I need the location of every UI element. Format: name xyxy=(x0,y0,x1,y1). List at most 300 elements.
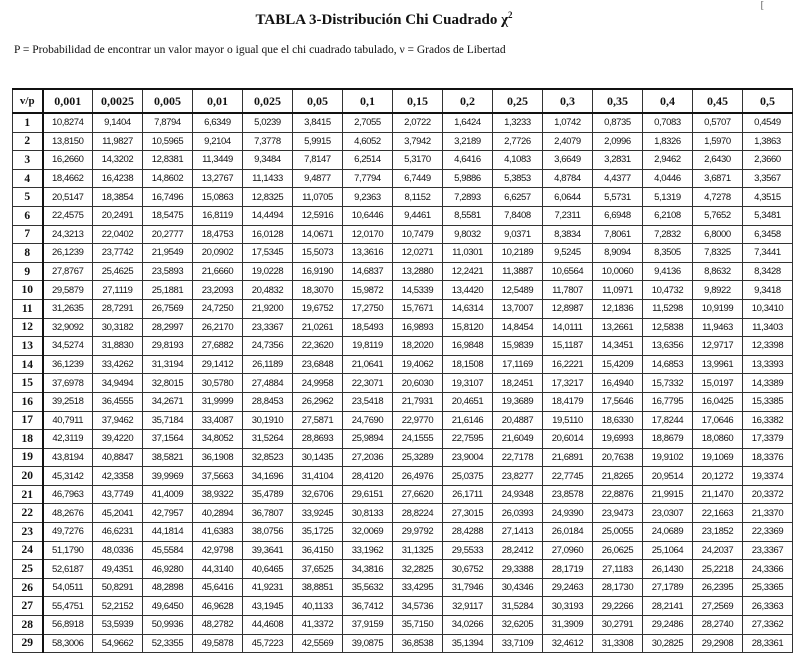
chi-value-cell: 4,6052 xyxy=(343,132,393,151)
column-header: 0,001 xyxy=(43,89,93,113)
chi-value-cell: 26,2395 xyxy=(693,578,743,597)
chi-value-cell: 24,1555 xyxy=(393,430,443,449)
chi-value-cell: 6,3458 xyxy=(743,225,793,244)
chi-value-cell: 22,7745 xyxy=(543,467,593,486)
chi-value-cell: 13,2661 xyxy=(593,318,643,337)
table-row xyxy=(13,225,793,244)
table-row xyxy=(13,523,793,542)
chi-value-cell: 35,7184 xyxy=(143,411,193,430)
chi-value-cell: 29,8193 xyxy=(143,337,193,356)
chi-value-cell: 28,8453 xyxy=(243,392,293,411)
table-row xyxy=(13,392,793,411)
chi-value-cell: 28,2740 xyxy=(693,616,743,635)
chi-value-cell: 21,7931 xyxy=(393,392,443,411)
chi-value-cell: 28,4120 xyxy=(343,467,393,486)
chi-value-cell: 2,7726 xyxy=(493,132,543,151)
chi-value-cell: 35,5632 xyxy=(343,578,393,597)
chi-value-cell: 52,3355 xyxy=(143,634,193,653)
chi-value-cell: 25,9894 xyxy=(343,430,393,449)
degrees-of-freedom-cell: 5 xyxy=(13,188,43,207)
chi-value-cell: 18,3376 xyxy=(743,448,793,467)
title-superscript: 2 xyxy=(508,10,513,20)
chi-value-cell: 28,2141 xyxy=(643,597,693,616)
chi-value-cell: 15,0863 xyxy=(193,188,243,207)
chi-value-cell: 11,1433 xyxy=(243,169,293,188)
chi-value-cell: 32,8523 xyxy=(243,448,293,467)
chi-value-cell: 0,8735 xyxy=(593,113,643,132)
chi-value-cell: 1,6424 xyxy=(443,113,493,132)
chi-value-cell: 10,3410 xyxy=(743,299,793,318)
chi-value-cell: 17,8244 xyxy=(643,411,693,430)
table-row xyxy=(13,355,793,374)
chi-value-cell: 36,7412 xyxy=(343,597,393,616)
chi-value-cell: 7,7794 xyxy=(343,169,393,188)
chi-value-cell: 15,8120 xyxy=(443,318,493,337)
chi-value-cell: 23,8578 xyxy=(543,485,593,504)
chi-value-cell: 17,3379 xyxy=(743,430,793,449)
chi-value-cell: 9,8922 xyxy=(693,281,743,300)
chi-value-cell: 40,7911 xyxy=(43,411,93,430)
degrees-of-freedom-cell: 13 xyxy=(13,337,43,356)
chi-value-cell: 6,6257 xyxy=(493,188,543,207)
chi-value-cell: 50,9936 xyxy=(143,616,193,635)
chi-value-cell: 33,9245 xyxy=(293,504,343,523)
chi-value-cell: 37,5663 xyxy=(193,467,243,486)
chi-value-cell: 10,2189 xyxy=(493,244,543,263)
chi-value-cell: 12,5838 xyxy=(643,318,693,337)
chi-value-cell: 22,9770 xyxy=(393,411,443,430)
chi-value-cell: 9,0371 xyxy=(493,225,543,244)
chi-value-cell: 39,0875 xyxy=(343,634,393,653)
chi-value-cell: 30,4346 xyxy=(493,578,543,597)
degrees-of-freedom-cell: 20 xyxy=(13,467,43,486)
chi-value-cell: 18,5475 xyxy=(143,206,193,225)
chi-value-cell: 12,0271 xyxy=(393,244,443,263)
chi-value-cell: 49,4351 xyxy=(93,560,143,579)
chi-value-cell: 48,2898 xyxy=(143,578,193,597)
chi-value-cell: 24,0689 xyxy=(643,523,693,542)
chi-value-cell: 21,0261 xyxy=(293,318,343,337)
chi-value-cell: 19,9102 xyxy=(643,448,693,467)
degrees-of-freedom-cell: 25 xyxy=(13,560,43,579)
chi-value-cell: 15,7671 xyxy=(393,299,443,318)
chi-value-cell: 30,1910 xyxy=(243,411,293,430)
chi-value-cell: 33,7109 xyxy=(493,634,543,653)
chi-value-cell: 18,2020 xyxy=(393,337,443,356)
chi-value-cell: 21,8265 xyxy=(593,467,643,486)
chi-value-cell: 12,3398 xyxy=(743,337,793,356)
chi-value-cell: 10,6564 xyxy=(543,262,593,281)
chi-value-cell: 4,7278 xyxy=(693,188,743,207)
chi-value-cell: 38,8851 xyxy=(293,578,343,597)
chi-value-cell: 23,8277 xyxy=(493,467,543,486)
table-row xyxy=(13,337,793,356)
chi-value-cell: 30,8133 xyxy=(343,504,393,523)
chi-value-cell: 21,6891 xyxy=(543,448,593,467)
table-row xyxy=(13,597,793,616)
chi-value-cell: 17,5345 xyxy=(243,244,293,263)
chi-value-cell: 9,8032 xyxy=(443,225,493,244)
chi-value-cell: 23,0307 xyxy=(643,504,693,523)
chi-value-cell: 6,8000 xyxy=(693,225,743,244)
degrees-of-freedom-cell: 16 xyxy=(13,392,43,411)
chi-value-cell: 10,7479 xyxy=(393,225,443,244)
table-row xyxy=(13,262,793,281)
chi-value-cell: 52,2152 xyxy=(93,597,143,616)
chi-value-cell: 19,0228 xyxy=(243,262,293,281)
chi-value-cell: 35,4789 xyxy=(243,485,293,504)
chi-value-cell: 12,2421 xyxy=(443,262,493,281)
chi-value-cell: 14,3202 xyxy=(93,151,143,170)
chi-value-cell: 9,2363 xyxy=(343,188,393,207)
chi-value-cell: 22,1663 xyxy=(693,504,743,523)
chi-value-cell: 32,6205 xyxy=(493,616,543,635)
chi-value-cell: 0,5707 xyxy=(693,113,743,132)
chi-value-cell: 4,4377 xyxy=(593,169,643,188)
degrees-of-freedom-cell: 29 xyxy=(13,634,43,653)
chi-value-cell: 15,9839 xyxy=(493,337,543,356)
chi-value-cell: 44,3140 xyxy=(193,560,243,579)
chi-value-cell: 20,5147 xyxy=(43,188,93,207)
chi-value-cell: 24,9348 xyxy=(493,485,543,504)
chi-value-cell: 26,1711 xyxy=(443,485,493,504)
chi-value-cell: 8,9094 xyxy=(593,244,643,263)
chi-value-cell: 12,0170 xyxy=(343,225,393,244)
page-title xyxy=(0,10,768,29)
chi-value-cell: 17,3217 xyxy=(543,374,593,393)
chi-value-cell: 9,1404 xyxy=(93,113,143,132)
chi-value-cell: 42,9798 xyxy=(193,541,243,560)
table-row xyxy=(13,132,793,151)
chi-value-cell: 14,8602 xyxy=(143,169,193,188)
chi-value-cell: 5,3170 xyxy=(393,151,443,170)
chi-value-cell: 27,1119 xyxy=(93,281,143,300)
chi-value-cell: 17,0646 xyxy=(693,411,743,430)
chi-value-cell: 13,4420 xyxy=(443,281,493,300)
chi-value-cell: 24,9390 xyxy=(543,504,593,523)
column-header: 0,0025 xyxy=(93,89,143,113)
chi-value-cell: 11,7807 xyxy=(543,281,593,300)
table-row xyxy=(13,151,793,170)
chi-value-cell: 23,3367 xyxy=(243,318,293,337)
chi-value-cell: 16,7795 xyxy=(643,392,693,411)
chi-value-cell: 3,2831 xyxy=(593,151,643,170)
chi-value-cell: 11,3449 xyxy=(193,151,243,170)
page-corner-mark: [ xyxy=(760,0,764,11)
table-row xyxy=(13,188,793,207)
chi-value-cell: 51,1790 xyxy=(43,541,93,560)
chi-value-cell: 49,5878 xyxy=(193,634,243,653)
chi-value-cell: 14,6314 xyxy=(443,299,493,318)
chi-value-cell: 7,2311 xyxy=(543,206,593,225)
chi-value-cell: 30,1435 xyxy=(293,448,343,467)
chi-value-cell: 41,6383 xyxy=(193,523,243,542)
degrees-of-freedom-cell: 12 xyxy=(13,318,43,337)
chi-value-cell: 31,5284 xyxy=(493,597,543,616)
chi-value-cell: 10,5965 xyxy=(143,132,193,151)
chi-value-cell: 24,3213 xyxy=(43,225,93,244)
chi-value-cell: 16,3382 xyxy=(743,411,793,430)
table-row xyxy=(13,281,793,300)
chi-value-cell: 31,3909 xyxy=(543,616,593,635)
chi-value-cell: 19,6993 xyxy=(593,430,643,449)
chi-value-cell: 31,3194 xyxy=(143,355,193,374)
chi-value-cell: 11,3403 xyxy=(743,318,793,337)
chi-value-cell: 25,3365 xyxy=(743,578,793,597)
chi-value-cell: 20,1272 xyxy=(693,467,743,486)
chi-value-cell: 12,1836 xyxy=(593,299,643,318)
page-subtitle: P = Probabilidad de encontrar un valor mayor o igual que el chi cuadrado tabulado, ν = Grados de Libertad xyxy=(14,44,506,56)
chi-value-cell: 39,2518 xyxy=(43,392,93,411)
chi-value-cell: 27,2569 xyxy=(693,597,743,616)
chi-value-cell: 39,9969 xyxy=(143,467,193,486)
chi-value-cell: 27,5871 xyxy=(293,411,343,430)
chi-value-cell: 18,3070 xyxy=(293,281,343,300)
chi-value-cell: 2,9462 xyxy=(643,151,693,170)
chi-value-cell: 20,3372 xyxy=(743,485,793,504)
chi-value-cell: 23,6848 xyxy=(293,355,343,374)
chi-value-cell: 14,6837 xyxy=(343,262,393,281)
table-row xyxy=(13,244,793,263)
chi-value-cell: 13,7007 xyxy=(493,299,543,318)
degrees-of-freedom-cell: 21 xyxy=(13,485,43,504)
chi-value-cell: 13,9961 xyxy=(693,355,743,374)
chi-value-cell: 18,3854 xyxy=(93,188,143,207)
chi-value-cell: 27,4884 xyxy=(243,374,293,393)
chi-value-cell: 22,7178 xyxy=(493,448,543,467)
degrees-of-freedom-cell: 9 xyxy=(13,262,43,281)
chi-value-cell: 27,6882 xyxy=(193,337,243,356)
chi-value-cell: 25,4625 xyxy=(93,262,143,281)
chi-value-cell: 27,1789 xyxy=(643,578,693,597)
chi-value-cell: 19,1069 xyxy=(693,448,743,467)
chi-value-cell: 28,1719 xyxy=(543,560,593,579)
chi-value-cell: 6,2108 xyxy=(643,206,693,225)
chi-value-cell: 27,3015 xyxy=(443,504,493,523)
column-header: 0,01 xyxy=(193,89,243,113)
chi-value-cell: 40,8847 xyxy=(93,448,143,467)
chi-value-cell: 21,9549 xyxy=(143,244,193,263)
chi-value-cell: 2,6430 xyxy=(693,151,743,170)
table-row xyxy=(13,448,793,467)
chi-value-cell: 11,3887 xyxy=(493,262,543,281)
chi-value-cell: 0,7083 xyxy=(643,113,693,132)
chi-value-cell: 16,2221 xyxy=(543,355,593,374)
degrees-of-freedom-cell: 3 xyxy=(13,151,43,170)
chi-value-cell: 4,0446 xyxy=(643,169,693,188)
chi-value-cell: 36,1908 xyxy=(193,448,243,467)
chi-value-cell: 29,5533 xyxy=(443,541,493,560)
degrees-of-freedom-cell: 23 xyxy=(13,523,43,542)
chi-value-cell: 32,9092 xyxy=(43,318,93,337)
chi-value-cell: 45,5584 xyxy=(143,541,193,560)
chi-square-table xyxy=(12,88,793,653)
chi-value-cell: 3,7942 xyxy=(393,132,443,151)
degrees-of-freedom-cell: 10 xyxy=(13,281,43,300)
chi-value-cell: 23,7742 xyxy=(93,244,143,263)
chi-value-cell: 37,6525 xyxy=(293,560,343,579)
chi-value-cell: 3,2189 xyxy=(443,132,493,151)
chi-value-cell: 5,3481 xyxy=(743,206,793,225)
chi-value-cell: 24,7356 xyxy=(243,337,293,356)
column-header: 0,2 xyxy=(443,89,493,113)
chi-value-cell: 29,2266 xyxy=(593,597,643,616)
chi-value-cell: 26,2962 xyxy=(293,392,343,411)
chi-value-cell: 40,6465 xyxy=(243,560,293,579)
chi-value-cell: 10,6446 xyxy=(343,206,393,225)
chi-value-cell: 29,2908 xyxy=(693,634,743,653)
chi-value-cell: 12,8987 xyxy=(543,299,593,318)
chi-value-cell: 14,0111 xyxy=(543,318,593,337)
chi-value-cell: 3,3567 xyxy=(743,169,793,188)
chi-value-cell: 23,9004 xyxy=(443,448,493,467)
chi-value-cell: 34,5274 xyxy=(43,337,93,356)
chi-value-cell: 30,3193 xyxy=(543,597,593,616)
chi-value-cell: 35,1725 xyxy=(293,523,343,542)
chi-value-cell: 12,8325 xyxy=(243,188,293,207)
chi-value-cell: 8,8632 xyxy=(693,262,743,281)
chi-value-cell: 16,9893 xyxy=(393,318,443,337)
table-row xyxy=(13,411,793,430)
chi-value-cell: 25,0375 xyxy=(443,467,493,486)
chi-value-cell: 27,1413 xyxy=(493,523,543,542)
chi-value-cell: 15,5073 xyxy=(293,244,343,263)
chi-value-cell: 13,3393 xyxy=(743,355,793,374)
chi-value-cell: 11,9463 xyxy=(693,318,743,337)
degrees-of-freedom-cell: 2 xyxy=(13,132,43,151)
chi-value-cell: 7,2893 xyxy=(443,188,493,207)
chi-value-cell: 22,0402 xyxy=(93,225,143,244)
chi-value-cell: 7,8061 xyxy=(593,225,643,244)
chi-value-cell: 31,3308 xyxy=(593,634,643,653)
chi-value-cell: 15,0197 xyxy=(693,374,743,393)
chi-value-cell: 28,3361 xyxy=(743,634,793,653)
chi-value-cell: 24,7250 xyxy=(193,299,243,318)
table-row xyxy=(13,560,793,579)
chi-value-cell: 24,7690 xyxy=(343,411,393,430)
chi-value-cell: 23,2093 xyxy=(193,281,243,300)
degrees-of-freedom-cell: 19 xyxy=(13,448,43,467)
chi-value-cell: 34,1696 xyxy=(243,467,293,486)
chi-value-cell: 11,0971 xyxy=(593,281,643,300)
table-row xyxy=(13,318,793,337)
degrees-of-freedom-cell: 1 xyxy=(13,113,43,132)
chi-value-cell: 17,2750 xyxy=(343,299,393,318)
chi-value-cell: 55,4751 xyxy=(43,597,93,616)
chi-value-cell: 16,4940 xyxy=(593,374,643,393)
chi-value-cell: 18,5493 xyxy=(343,318,393,337)
chi-value-cell: 23,5893 xyxy=(143,262,193,281)
chi-value-cell: 19,4062 xyxy=(393,355,443,374)
column-header: 0,5 xyxy=(743,89,793,113)
degrees-of-freedom-cell: 18 xyxy=(13,430,43,449)
chi-value-cell: 3,8415 xyxy=(293,113,343,132)
chi-value-cell: 13,3616 xyxy=(343,244,393,263)
chi-value-cell: 31,7946 xyxy=(443,578,493,597)
chi-value-cell: 29,1412 xyxy=(193,355,243,374)
chi-value-cell: 22,3071 xyxy=(343,374,393,393)
chi-value-cell: 50,8291 xyxy=(93,578,143,597)
chi-value-cell: 36,1239 xyxy=(43,355,93,374)
chi-value-cell: 36,7807 xyxy=(243,504,293,523)
chi-value-cell: 2,3660 xyxy=(743,151,793,170)
chi-value-cell: 11,5298 xyxy=(643,299,693,318)
chi-value-cell: 21,9915 xyxy=(643,485,693,504)
chi-value-cell: 9,2104 xyxy=(193,132,243,151)
chi-value-cell: 32,2825 xyxy=(393,560,443,579)
chi-value-cell: 32,8015 xyxy=(143,374,193,393)
chi-value-cell: 19,3107 xyxy=(443,374,493,393)
chi-value-cell: 3,6649 xyxy=(543,151,593,170)
chi-value-cell: 16,8119 xyxy=(193,206,243,225)
chi-value-cell: 9,3418 xyxy=(743,281,793,300)
chi-value-cell: 38,9322 xyxy=(193,485,243,504)
chi-value-cell: 4,6416 xyxy=(443,151,493,170)
chi-value-cell: 18,1508 xyxy=(443,355,493,374)
chi-value-cell: 34,2671 xyxy=(143,392,193,411)
chi-value-cell: 6,6349 xyxy=(193,113,243,132)
chi-value-cell: 42,7957 xyxy=(143,504,193,523)
column-header: 0,4 xyxy=(643,89,693,113)
table-row xyxy=(13,634,793,653)
chi-value-cell: 28,1730 xyxy=(593,578,643,597)
chi-value-cell: 56,8918 xyxy=(43,616,93,635)
chi-value-cell: 2,0996 xyxy=(593,132,643,151)
chi-value-cell: 34,8052 xyxy=(193,430,243,449)
chi-value-cell: 5,9886 xyxy=(443,169,493,188)
chi-value-cell: 15,3385 xyxy=(743,392,793,411)
table-row xyxy=(13,430,793,449)
chi-value-cell: 37,9462 xyxy=(93,411,143,430)
chi-value-cell: 15,1187 xyxy=(543,337,593,356)
chi-value-cell: 36,4150 xyxy=(293,541,343,560)
chi-value-cell: 21,9200 xyxy=(243,299,293,318)
chi-value-cell: 10,9199 xyxy=(693,299,743,318)
chi-value-cell: 7,8147 xyxy=(293,151,343,170)
chi-value-cell: 29,9792 xyxy=(393,523,443,542)
chi-value-cell: 25,2218 xyxy=(693,560,743,579)
chi-value-cell: 32,0069 xyxy=(343,523,393,542)
chi-value-cell: 46,9628 xyxy=(193,597,243,616)
chi-value-cell: 21,1470 xyxy=(693,485,743,504)
chi-value-cell: 12,5916 xyxy=(293,206,343,225)
chi-value-cell: 22,7595 xyxy=(443,430,493,449)
chi-square-table-container xyxy=(12,88,784,651)
chi-value-cell: 23,1852 xyxy=(693,523,743,542)
chi-value-cell: 10,4732 xyxy=(643,281,693,300)
chi-value-cell: 16,9848 xyxy=(443,337,493,356)
table-row xyxy=(13,467,793,486)
chi-value-cell: 41,3372 xyxy=(293,616,343,635)
chi-value-cell: 15,9872 xyxy=(343,281,393,300)
chi-value-cell: 31,9999 xyxy=(193,392,243,411)
chi-value-cell: 31,8830 xyxy=(93,337,143,356)
chi-value-cell: 2,0722 xyxy=(393,113,443,132)
chi-value-cell: 8,1152 xyxy=(393,188,443,207)
chi-value-cell: 1,5970 xyxy=(693,132,743,151)
table-row xyxy=(13,578,793,597)
chi-value-cell: 32,4612 xyxy=(543,634,593,653)
chi-value-cell: 29,5879 xyxy=(43,281,93,300)
chi-value-cell: 27,8767 xyxy=(43,262,93,281)
chi-value-cell: 2,7055 xyxy=(343,113,393,132)
table-row xyxy=(13,485,793,504)
chi-value-cell: 13,2767 xyxy=(193,169,243,188)
chi-value-cell: 25,3289 xyxy=(393,448,443,467)
chi-value-cell: 26,1239 xyxy=(43,244,93,263)
chi-value-cell: 30,3182 xyxy=(93,318,143,337)
chi-value-cell: 19,5110 xyxy=(543,411,593,430)
